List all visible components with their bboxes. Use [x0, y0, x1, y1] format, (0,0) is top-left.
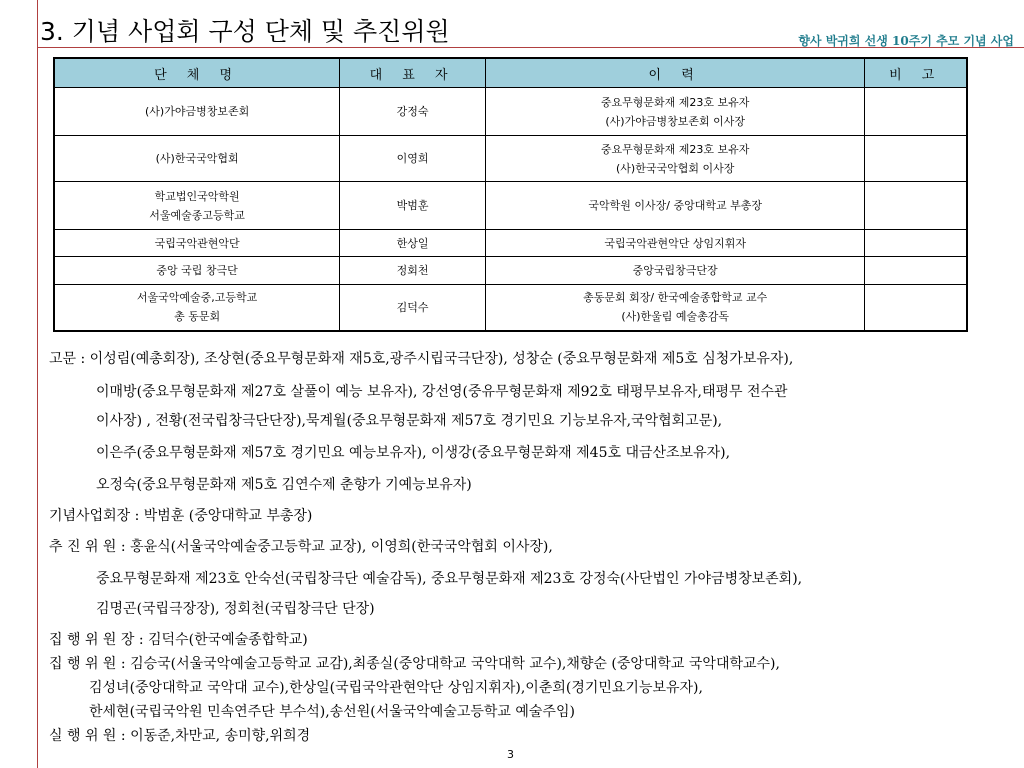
cell-note [865, 285, 967, 331]
cell-career: 국립국악관현악단 상임지휘자 [485, 230, 864, 257]
cell-note [865, 88, 967, 136]
cell-career: 중요무형문화재 제23호 보유자 (사)가야금병창보존회 이사장 [485, 88, 864, 136]
advisors-line: 이사장) , 전황(전국립창극단단장),묵계월(중요무형문화재 제57호 경기민요 기능보유자,국악협회고문), [96, 413, 723, 429]
table-row [54, 88, 967, 136]
promotion-committee-line: 중요무형문화재 제23호 안숙선(국립창극단 예술감독), 중요무형문화재 제23호 강정숙(사단법인 가야금병창보존회), [96, 571, 803, 587]
header-org: 단 체 명 [54, 58, 340, 88]
table-row [54, 285, 967, 331]
header-career: 이 력 [485, 58, 864, 88]
cell-org: 학교법인국악학원 서울예술종고등학교 [54, 182, 340, 230]
promotion-committee-line: 김명곤(국립극장장), 정회천(국립창극단 단장) [96, 601, 375, 617]
cell-org: 중앙 국립 창극단 [54, 257, 340, 285]
cell-rep: 강정숙 [340, 88, 486, 136]
page-subtitle: 향사 박귀희 선생 10주기 추모 기념 사업 [798, 34, 1014, 48]
cell-career: 국악학원 이사장/ 중앙대학교 부총장 [485, 182, 864, 230]
table-row [54, 136, 967, 182]
header-note: 비 고 [865, 58, 967, 88]
working-committee-line: 실 행 위 원 : 이동준,차만교, 송미향,위희경 [49, 728, 311, 744]
table-row [54, 230, 967, 257]
cell-note [865, 136, 967, 182]
table-header-row [54, 58, 967, 88]
organization-table [53, 57, 968, 332]
cell-org: 국립국악관현악단 [54, 230, 340, 257]
cell-career: 중요무형문화재 제23호 보유자 (사)한국국악협회 이사장 [485, 136, 864, 182]
executive-committee-line: 김성녀(중앙대학교 국악대 교수),한상일(국립국악관현악단 상임지휘자),이춘희(경기민요기능보유자), [89, 680, 703, 696]
table-row [54, 182, 967, 230]
advisors-line: 오정숙(중요무형문화재 제5호 김연수제 춘향가 기예능보유자) [96, 477, 472, 493]
executive-committee-line: 한세현(국립국악원 민속연주단 부수석),송선원(서울국악예술고등학교 예술주임) [89, 704, 575, 720]
cell-org: 서울국악예술중,고등학교 총 동문회 [54, 285, 340, 331]
cell-career: 총동문회 회장/ 한국예술종합학교 교수 (사)한울림 예술총감독 [485, 285, 864, 331]
cell-org: (사)가야금병창보존회 [54, 88, 340, 136]
header-rep: 대 표 자 [340, 58, 486, 88]
page-number: 3 [507, 748, 514, 761]
table-row [54, 257, 967, 285]
cell-career: 중앙국립창극단장 [485, 257, 864, 285]
executive-chair-line: 집 행 위 원 장 : 김덕수(한국예술종합학교) [49, 632, 308, 648]
advisors-line: 이은주(중요무형문화재 제57호 경기민요 예능보유자), 이생강(중요무형문화재 제45호 대금산조보유자), [96, 445, 731, 461]
left-rule [37, 0, 38, 768]
cell-note [865, 230, 967, 257]
cell-rep: 이영희 [340, 136, 486, 182]
cell-rep: 한상일 [340, 230, 486, 257]
cell-rep: 박범훈 [340, 182, 486, 230]
advisors-line: 고문 : 이성림(예총회장), 조상현(중요무형문화재 재5호,광주시립국극단장), 성창순 (중요무형문화재 제5호 심청가보유자), [49, 351, 794, 367]
promotion-committee-line: 추 진 위 원 : 홍윤식(서울국악예술중고등학교 교장), 이영희(한국국악협회 이사장), [49, 539, 553, 555]
cell-rep: 김덕수 [340, 285, 486, 331]
cell-rep: 정회천 [340, 257, 486, 285]
advisors-line: 이매방(중요무형문화재 제27호 살풀이 예능 보유자), 강선영(중유무형문화재 제92호 태평무보유자,태평무 전수관 [96, 384, 788, 400]
cell-note [865, 257, 967, 285]
cell-note [865, 182, 967, 230]
chairman-line: 기념사업회장 : 박범훈 (중앙대학교 부총장) [49, 508, 313, 524]
page-title: 3. 기념 사업회 구성 단체 및 추진위원 [40, 17, 450, 46]
executive-committee-line: 집 행 위 원 : 김승국(서울국악예술고등학교 교감),최종실(중앙대학교 국악대학 교수),채향순 (중앙대학교 국악대학교수), [49, 656, 780, 672]
cell-org: (사)한국국악협회 [54, 136, 340, 182]
